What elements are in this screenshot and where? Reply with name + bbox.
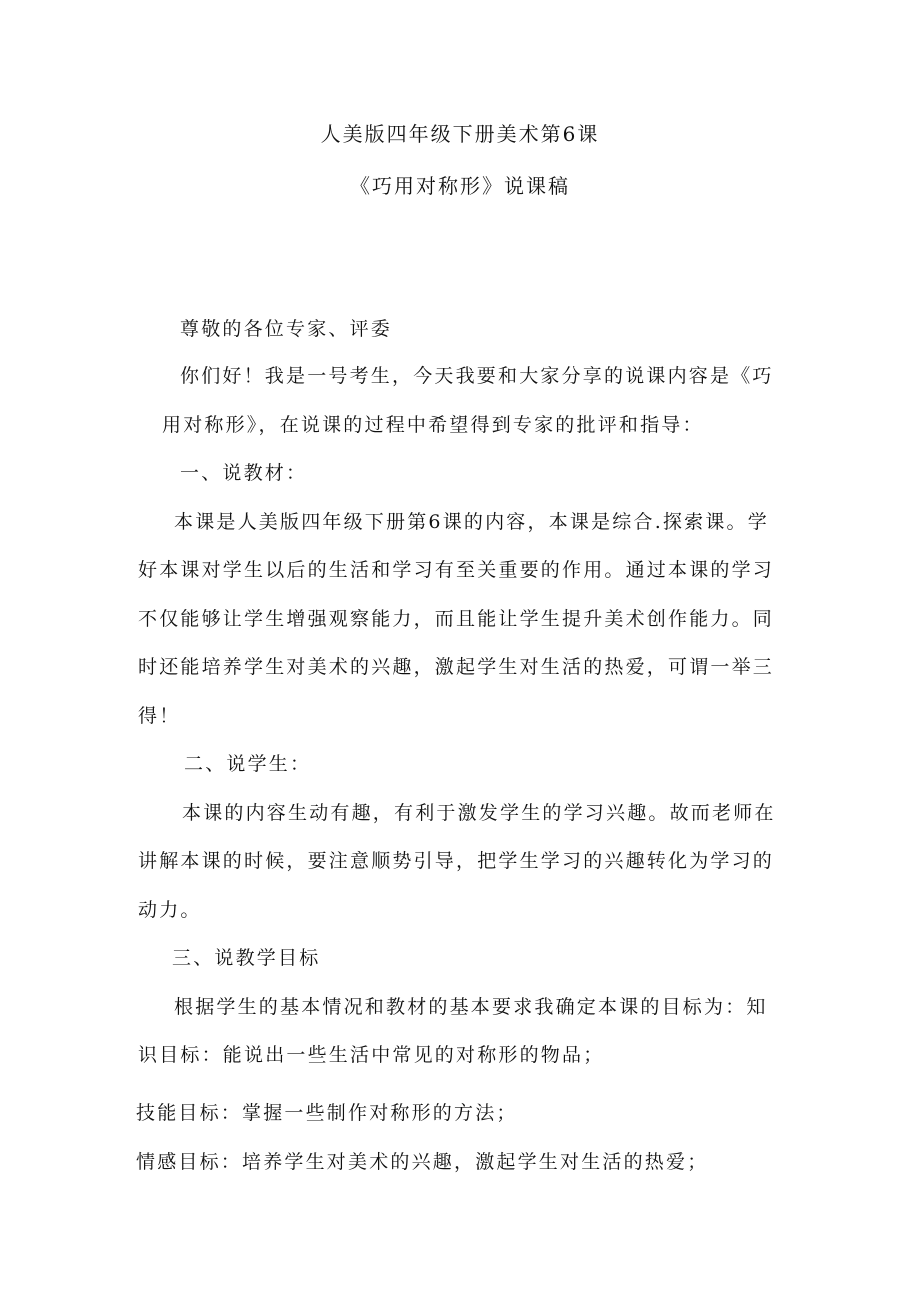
section-heading-students: 二、说学生：	[184, 753, 312, 775]
greeting: 尊敬的各位专家、评委	[180, 318, 393, 340]
paragraph-line: 得！	[138, 705, 181, 727]
paragraph-line: 本课是人美版四年级下册第6课的内容，本课是综合.探索课。学	[174, 511, 769, 533]
paragraph-line: 根据学生的基本情况和教材的基本要求我确定本课的目标为：知	[174, 996, 768, 1018]
paragraph-line: 动力。	[138, 899, 202, 921]
section-heading-goals: 三、说教学目标	[172, 947, 321, 969]
intro-line: 用对称形》，在说课的过程中希望得到专家的批评和指导：	[162, 414, 704, 436]
skill-goal: 技能目标：掌握一些制作对称形的方法；	[136, 1102, 518, 1124]
intro-line: 你们好！我是一号考生，今天我要和大家分享的说课内容是《巧	[180, 365, 774, 387]
emotion-goal: 情感目标：培养学生对美术的兴趣，激起学生对生活的热爱；	[136, 1151, 709, 1173]
paragraph-line: 好本课对学生以后的生活和学习有至关重要的作用。通过本课的学习	[138, 559, 775, 581]
paragraph-line: 识目标：能说出一些生活中常见的对称形的物品；	[138, 1044, 605, 1066]
document-subtitle: 《巧用对称形》说课稿	[350, 174, 570, 198]
paragraph-line: 不仅能够让学生增强观察能力，而且能让学生提升美术创作能力。同	[138, 608, 775, 630]
paragraph-line: 时还能培养学生对美术的兴趣，激起学生对生活的热爱，可谓一举三	[138, 656, 775, 678]
document-title: 人美版四年级下册美术第6课	[320, 122, 600, 146]
paragraph-line: 讲解本课的时候，要注意顺势引导，把学生学习的兴趣转化为学习的	[138, 850, 775, 872]
paragraph-line: 本课的内容生动有趣，有利于激发学生的学习兴趣。故而老师在	[182, 802, 776, 824]
section-heading-textbook: 一、说教材：	[180, 462, 308, 484]
